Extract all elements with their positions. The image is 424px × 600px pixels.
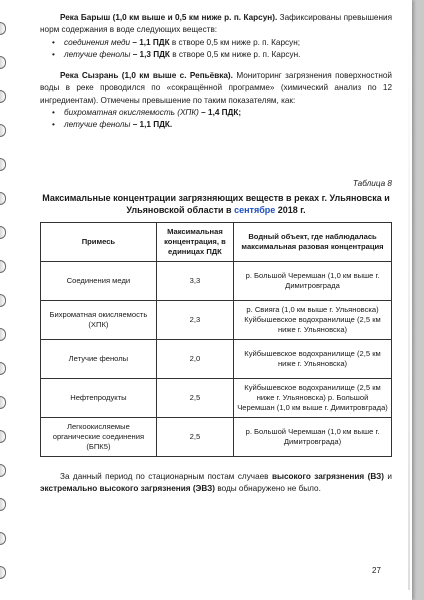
binder-ring xyxy=(0,192,6,205)
paragraph-barysh xyxy=(40,12,392,37)
cell-substance: Соединения меди xyxy=(41,261,157,300)
cell-value: 2,0 xyxy=(156,339,233,378)
bullet-item: • соединения меди – 1,1 ПДК в створе 0,5 км ниже р. п. Карсун; xyxy=(52,37,301,47)
cell-substance: Летучие фенолы xyxy=(41,339,157,378)
cell-value: 2,5 xyxy=(156,417,233,456)
table-title-text: Максимальные концентрации загрязняющих веществ в реках г. Ульяновска и Ульяновской области в xyxy=(42,192,390,215)
binder-ring xyxy=(0,260,6,273)
binder-ring xyxy=(0,566,6,579)
table-row xyxy=(41,378,392,417)
bullet-item: • бихроматная окисляемость (ХПК) – 1,4 ПДК; xyxy=(52,108,242,118)
bullet-name: соединения меди xyxy=(64,37,131,47)
binder-ring xyxy=(0,124,6,137)
cell-value: 2,5 xyxy=(156,378,233,417)
paragraph-text: Зафиксированы превышения норм содержания в воде следующих веществ: xyxy=(40,13,392,35)
binder-spine xyxy=(0,0,6,600)
binder-ring xyxy=(0,532,6,545)
column-header-location: Водный объект, где наблюдалась максимальная разовая концентрация xyxy=(234,222,392,261)
table-row xyxy=(41,417,392,456)
column-header-concentration: Максимальная концентрация, в единицах ПДК xyxy=(156,222,233,261)
cell-location: р. Большой Черемшан (1,0 км выше г. Димитровграда) xyxy=(234,417,392,456)
river-heading-syzran: Река Сызрань (1,0 км выше с. Репьёвка). xyxy=(60,71,233,81)
cell-value: 2,3 xyxy=(156,300,233,339)
cell-location: р. Большой Черемшан (1,0 км выше г. Димитровграда xyxy=(234,261,392,300)
cell-location: р. Свияга (1,0 км выше г. Ульяновска) Куйбышевское водохранилище (2,5 км ниже г. Ульяновска) xyxy=(234,300,392,339)
cell-location: Куйбышевское водохранилище (2,5 км ниже г. Ульяновска) xyxy=(234,339,392,378)
bullet-item: • летучие фенолы – 1,1 ПДК. xyxy=(52,120,173,130)
summary-text: воды обнаружено не было. xyxy=(215,484,321,494)
table-row xyxy=(41,300,392,339)
bullet-name: бихроматная окисляемость (ХПК) xyxy=(64,108,199,118)
bullet-value: – 1,1 ПДК. xyxy=(130,120,173,130)
table-header-row xyxy=(41,222,392,261)
summary-text: и xyxy=(383,471,392,481)
paragraph-syzran xyxy=(40,70,392,107)
table-title-year: 2018 г. xyxy=(275,204,306,215)
bullet-text: в створе 0,5 км ниже р. п. Карсун. xyxy=(169,49,301,59)
bullet-value: – 1,3 ПДК xyxy=(130,49,170,59)
page-content xyxy=(40,12,392,496)
table-title xyxy=(40,192,392,216)
table-row xyxy=(41,339,392,378)
binder-ring xyxy=(0,396,6,409)
table-title-month: сентябре xyxy=(234,204,276,215)
binder-ring xyxy=(0,90,6,103)
summary-text: За данный период по стационарным постам случаев xyxy=(60,471,272,481)
binder-ring xyxy=(0,362,6,375)
cell-location: Куйбышевское водохранилище (2,5 км ниже г. Ульяновска) р. Большой Черемшан (1,0 км выше г. Димитровграда) xyxy=(234,378,392,417)
table-label: Таблица 8 xyxy=(352,178,392,188)
cell-substance: Бихроматная окисляемость (ХПК) xyxy=(41,300,157,339)
summary-bold-vz: высокого загрязнения (ВЗ) xyxy=(271,471,384,481)
river-heading-barysh: Река Барыш (1,0 км выше и 0,5 км ниже р. п. Карсун). xyxy=(60,13,278,22)
page-edge xyxy=(408,30,410,590)
binder-ring xyxy=(0,498,6,511)
table-row xyxy=(41,261,392,300)
bullet-name: летучие фенолы xyxy=(64,49,131,59)
pollutant-table xyxy=(40,222,392,457)
paragraph-summary xyxy=(40,471,392,496)
binder-ring xyxy=(0,22,6,35)
bullet-item: • летучие фенолы – 1,3 ПДК в створе 0,5 км ниже р. п. Карсун. xyxy=(52,49,301,59)
bullet-value: – 1,4 ПДК; xyxy=(198,108,242,118)
binder-ring xyxy=(0,328,6,341)
binder-ring xyxy=(0,56,6,69)
summary-bold-evz: экстремально высокого загрязнения (ЭВЗ) xyxy=(40,484,216,494)
bullet-name: летучие фенолы xyxy=(64,120,131,130)
bullet-value: – 1,1 ПДК xyxy=(130,37,170,47)
paragraph-text: Мониторинг загрязнения поверхностной воды в реке проводился по «сокращённой программе» (химический анализ по 12 ингредиентам). Отмечены превышение по таким показателям, как: xyxy=(40,71,393,105)
cell-substance: Легкоокисляемые органические соединения (БПК5) xyxy=(41,417,157,456)
binder-ring xyxy=(0,430,6,443)
binder-ring xyxy=(0,464,6,477)
cell-substance: Нефтепродукты xyxy=(41,378,157,417)
bullet-text: в створе 0,5 км ниже р. п. Карсун; xyxy=(169,37,301,47)
binder-ring xyxy=(0,226,6,239)
column-header-substance: Примесь xyxy=(41,222,157,261)
cell-value: 3,3 xyxy=(156,261,233,300)
binder-ring xyxy=(0,294,6,307)
binder-ring xyxy=(0,158,6,171)
page-number: 27 xyxy=(372,566,381,575)
